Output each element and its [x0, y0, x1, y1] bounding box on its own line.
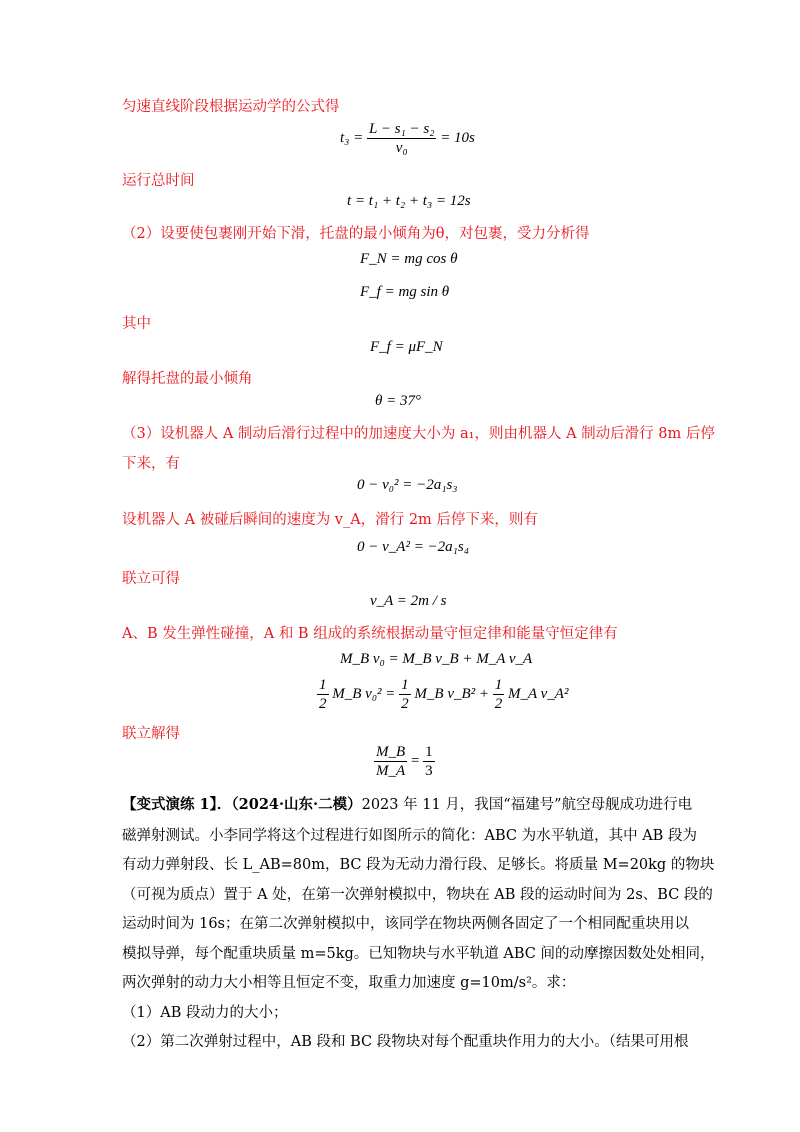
exercise-text: 两次弹射的动力大小相等且恒定不变，取重力加速度 g=10m/s²。求：: [122, 975, 576, 991]
text-line: （2）设要使包裹刚开始下滑，托盘的最小倾角为θ，对包裹，受力分析得: [122, 226, 590, 242]
equation-angle: θ = 37°: [375, 393, 421, 409]
fraction-denominator: M_A: [376, 763, 406, 779]
equation-t3: [340, 120, 475, 157]
question-2: （2）第二次弹射过程中，AB 段和 BC 段物块对每个配重块作用力的大小。（结果可用根: [122, 1034, 689, 1050]
question-1: （1）AB 段动力的大小；: [122, 1005, 288, 1021]
fraction: [367, 120, 436, 157]
fraction: [493, 676, 505, 713]
fraction-denominator: 3: [425, 763, 433, 779]
exercise-text: 有动力弹射段、长 L_AB=80m，BC 段为无动力滑行段、足够长。将质量 M=20kg 的物块: [122, 857, 715, 873]
energy-term: M_B v₀² =: [332, 685, 396, 702]
fraction: [317, 676, 329, 713]
text-line: 设机器人 A 被碰后瞬间的速度为 v_A，滑行 2m 后停下来，则有: [122, 512, 538, 528]
fraction-denominator: 2: [494, 696, 503, 712]
text-line: 运行总时间: [122, 173, 195, 189]
energy-term: M_A v_A²: [508, 685, 569, 702]
fraction-denominator: v₀: [395, 140, 408, 156]
equation-energy: [317, 676, 568, 713]
exercise-text: 运动时间为 16s；在第二次弹射模拟中，该同学在物块两侧各固定了一个相同配重块用以: [122, 916, 689, 932]
equation-kinematic-1: 0 − v₀² = −2a₁s₃: [357, 477, 458, 493]
equation-kinematic-2: 0 − v_A² = −2a₁s₄: [357, 539, 469, 555]
exercise-source: （2024·山东·二模）: [231, 796, 362, 813]
text-line: A、B 发生弹性碰撞，A 和 B 组成的系统根据动量守恒定律和能量守恒定律有: [122, 626, 618, 642]
energy-term: M_B v_B² +: [414, 685, 490, 702]
fraction-numerator: M_B: [376, 744, 406, 760]
text-line: （3）设机器人 A 制动后滑行过程中的加速度大小为 a₁，则由机器人 A 制动后滑行 8m 后停: [122, 426, 715, 442]
fraction-numerator: 1: [425, 744, 433, 760]
equation-friction-coef: F_f = μF_N: [370, 339, 443, 355]
text-line: 其中: [122, 316, 151, 332]
text-line: 解得托盘的最小倾角: [122, 371, 253, 387]
exercise-text: 模拟导弹，每个配重块质量 m=5kg。已知物块与水平轨道 ABC 间的动摩擦因数处处相同，: [122, 946, 715, 962]
text-line: 联立可得: [122, 571, 180, 587]
equation-friction: F_f = mg sin θ: [360, 284, 450, 300]
exercise-header-line: [122, 795, 692, 815]
equals-sign: =: [410, 752, 420, 769]
text-line: 下来，有: [122, 456, 180, 472]
text-line: 联立解得: [122, 726, 180, 742]
exercise-text: 2023 年 11 月，我国“福建号”航空母舰成功进行电: [361, 797, 693, 813]
exercise-text: （可视为质点）置于 A 处，在第一次弹射模拟中，物块在 AB 段的运动时间为 2s、BC 段的: [122, 887, 713, 903]
fraction-numerator: 1: [319, 677, 327, 693]
equation-mass-ratio: [374, 743, 435, 780]
fraction-numerator: L − s₁ − s₂: [369, 121, 435, 137]
equation-total-time: t = t₁ + t₂ + t₃ = 12s: [347, 193, 471, 209]
equation-velocity: v_A = 2m / s: [370, 593, 447, 609]
exercise-text: 磁弹射测试。小李同学将这个过程进行如图所示的简化：ABC 为水平轨道，其中 AB 段为: [122, 828, 697, 844]
eq-lhs: t₃ =: [340, 129, 364, 146]
equation-normal-force: F_N = mg cos θ: [360, 251, 458, 267]
fraction-numerator: 1: [401, 677, 409, 693]
fraction: [423, 743, 435, 780]
exercise-tag: 【变式演练 1】．: [122, 796, 232, 813]
fraction: [399, 676, 411, 713]
fraction-denominator: 2: [319, 696, 327, 712]
equation-momentum: M_B v₀ = M_B v_B + M_A v_A: [340, 651, 533, 667]
text-line: 匀速直线阶段根据运动学的公式得: [122, 99, 340, 115]
fraction-numerator: 1: [494, 677, 503, 693]
fraction: [374, 743, 407, 780]
fraction-denominator: 2: [401, 696, 409, 712]
eq-rhs: = 10s: [440, 129, 475, 146]
